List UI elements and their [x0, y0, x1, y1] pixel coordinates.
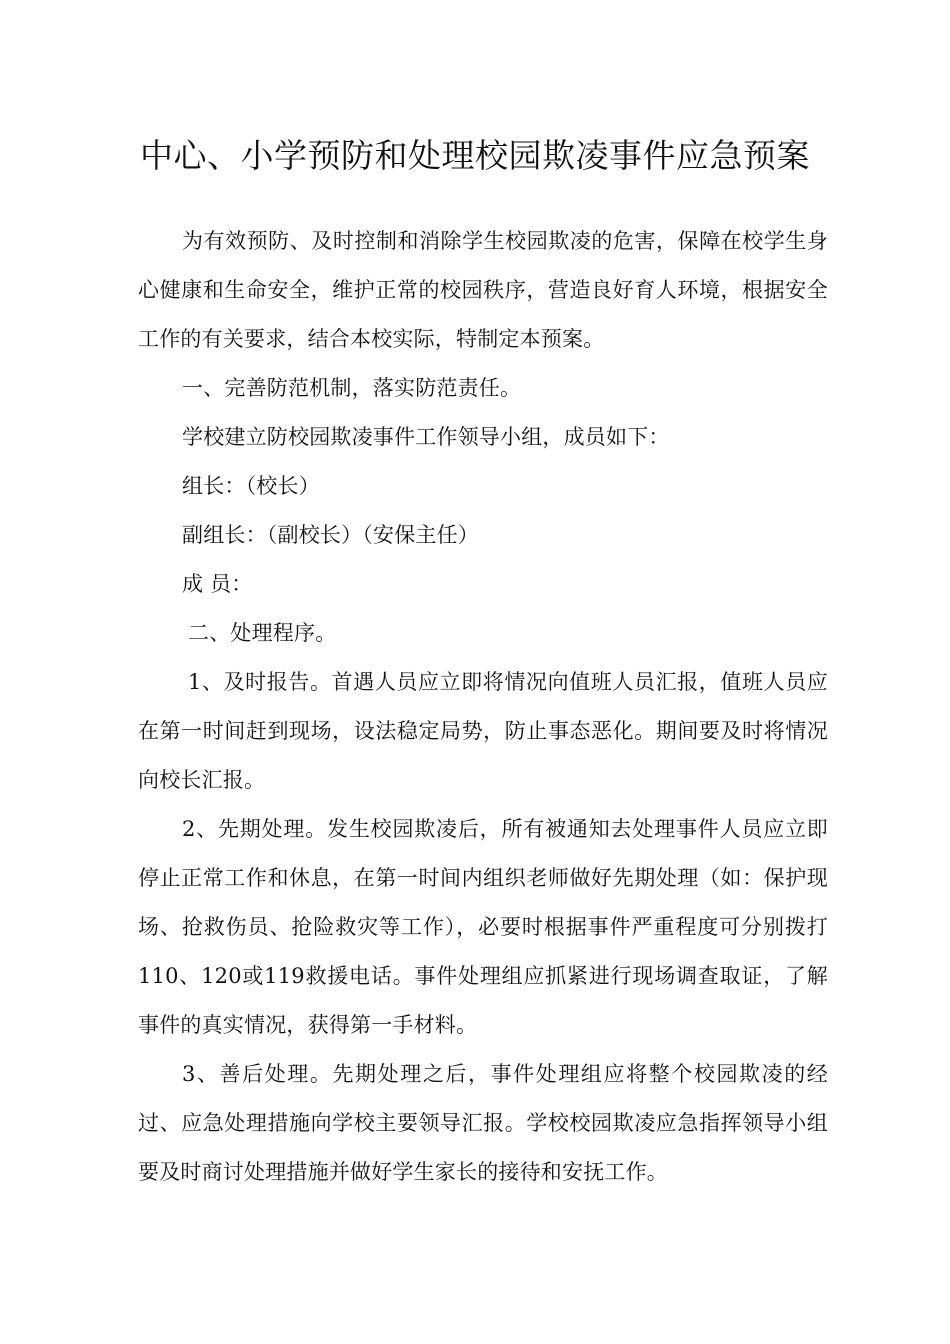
- paragraph-group-leader: 组长：（校长）: [182, 474, 320, 498]
- document-body: [138, 217, 828, 1197]
- paragraph-deputy-leader: 副组长：（副校长）（安保主任）: [182, 523, 479, 547]
- paragraph-step-3: 3、善后处理。先期处理之后，事件处理组应将整个校园欺凌的经过、应急处理措施向学校主要领导汇报。学校校园欺凌应急指挥领导小组要及时商讨处理措施并做好学生家长的接待和安抚工作。: [138, 1062, 828, 1184]
- paragraph-members: 成 员：: [182, 572, 253, 596]
- paragraph-step-2: 2、先期处理。发生校园欺凌后，所有被通知去处理事件人员应立即停止正常工作和休息，在第一时间内组织老师做好先期处理（如：保护现场、抢救伤员、抢险救灾等工作），必要时根据事件严重程度可分别拨打110、120或119救援电话。事件处理组应抓紧进行现场调查取证，了解事件的真实情况，获得第一手材料。: [138, 817, 828, 1037]
- document-title: 中心、小学预防和处理校园欺凌事件应急预案: [140, 136, 810, 175]
- paragraph-step-1: 1、及时报告。首遇人员应立即将情况向值班人员汇报，值班人员应在第一时间赶到现场，设法稳定局势，防止事态恶化。期间要及时将情况向校长汇报。: [138, 670, 828, 792]
- paragraph-intro: 为有效预防、及时控制和消除学生校园欺凌的危害，保障在校学生身心健康和生命安全，维护正常的校园秩序，营造良好育人环境，根据安全工作的有关要求，结合本校实际，特制定本预案。: [138, 229, 828, 351]
- section-heading-1: 一、完善防范机制，落实防范责任。: [182, 376, 522, 400]
- section-heading-2: 二、处理程序。: [188, 621, 337, 645]
- paragraph-leadership-group: 学校建立防校园欺凌事件工作领导小组，成员如下：: [182, 425, 670, 449]
